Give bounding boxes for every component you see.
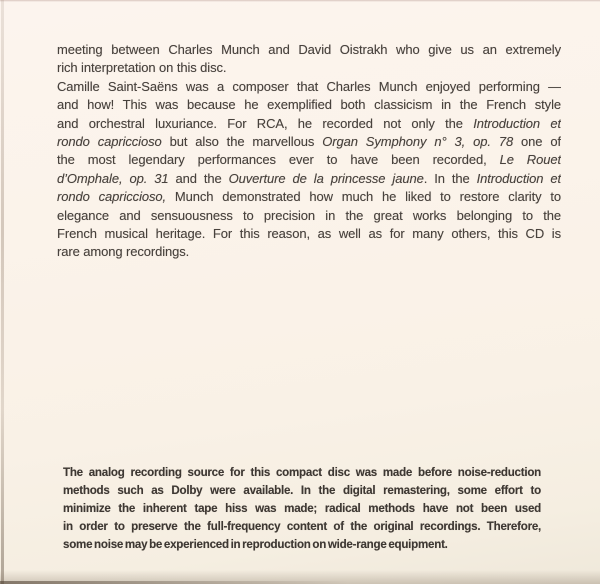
liner-notes-text	[57, 41, 561, 262]
text-line	[63, 500, 541, 518]
text-line	[57, 188, 561, 206]
text-line	[63, 482, 541, 500]
text-line	[57, 78, 561, 96]
text-segment: rare among recordings.	[57, 244, 190, 260]
text-segment: French musical heritage. For this reason, as well as for many others, this CD is	[57, 225, 561, 241]
text-line	[57, 243, 561, 261]
italic-text-segment: Le Rouet	[499, 152, 561, 168]
text-line	[57, 41, 561, 59]
text-segment: meeting between Charles Munch and David Oistrakh who give us an extremely	[57, 42, 561, 57]
text-segment: Munch demonstrated how much he liked to restore clarity to	[166, 189, 561, 205]
paragraph	[57, 41, 561, 78]
text-line	[57, 59, 561, 77]
italic-text-segment: Organ Symphony n° 3, op. 78	[322, 133, 514, 149]
paragraph	[63, 464, 541, 554]
paragraph	[57, 78, 561, 262]
text-segment: . In the	[423, 170, 477, 186]
italic-text-segment: rondo capriccioso	[57, 133, 162, 149]
text-segment: some noise may be experienced in reproduction on wide-range equipment.	[63, 538, 448, 551]
text-line	[63, 464, 541, 482]
text-line	[57, 170, 561, 188]
text-line	[57, 207, 561, 225]
noise-reduction-notice	[63, 464, 541, 554]
text-segment: methods such as Dolby were available. In the digital remastering, some effort to	[63, 484, 541, 497]
left-gutter-crease	[1, 0, 4, 584]
text-line	[57, 96, 561, 114]
text-segment: minimize the inherent tape hiss was made; radical methods have not been used	[63, 502, 541, 515]
text-line	[57, 115, 561, 133]
text-segment: Camille Saint-Saëns was a composer that Charles Munch enjoyed performing —	[57, 78, 561, 94]
text-segment: and the	[168, 170, 229, 186]
text-segment: rich interpretation on this disc.	[57, 60, 227, 76]
text-segment: one of	[513, 133, 561, 149]
text-segment: in order to preserve the full-frequency content of the original recordings. Therefore,	[63, 520, 541, 533]
italic-text-segment: Introduction et	[476, 170, 561, 186]
text-segment: the most legendary performances ever to have been recorded,	[57, 152, 500, 168]
text-segment: elegance and sensuousness to precision in the great works belonging to the	[57, 207, 561, 223]
italic-text-segment: d’Omphale, op. 31	[57, 170, 169, 186]
text-line	[57, 225, 561, 243]
page-top-edge-shading	[0, 0, 600, 2]
text-segment: but also the marvellous	[161, 133, 323, 149]
text-line	[63, 518, 541, 536]
text-line	[57, 133, 561, 151]
text-line	[57, 151, 561, 169]
italic-text-segment: Ouverture de la princesse jaune	[228, 170, 424, 186]
text-line	[63, 536, 541, 554]
text-segment: The analog recording source for this compact disc was made before noise-reduction	[63, 466, 541, 479]
italic-text-segment: Introduction et	[473, 115, 561, 131]
text-segment: and orchestral luxuriance. For RCA, he recorded not only the	[57, 115, 474, 131]
text-segment: and how! This was because he exemplified both classicism in the French style	[57, 97, 561, 113]
italic-text-segment: rondo capriccioso,	[57, 189, 167, 205]
